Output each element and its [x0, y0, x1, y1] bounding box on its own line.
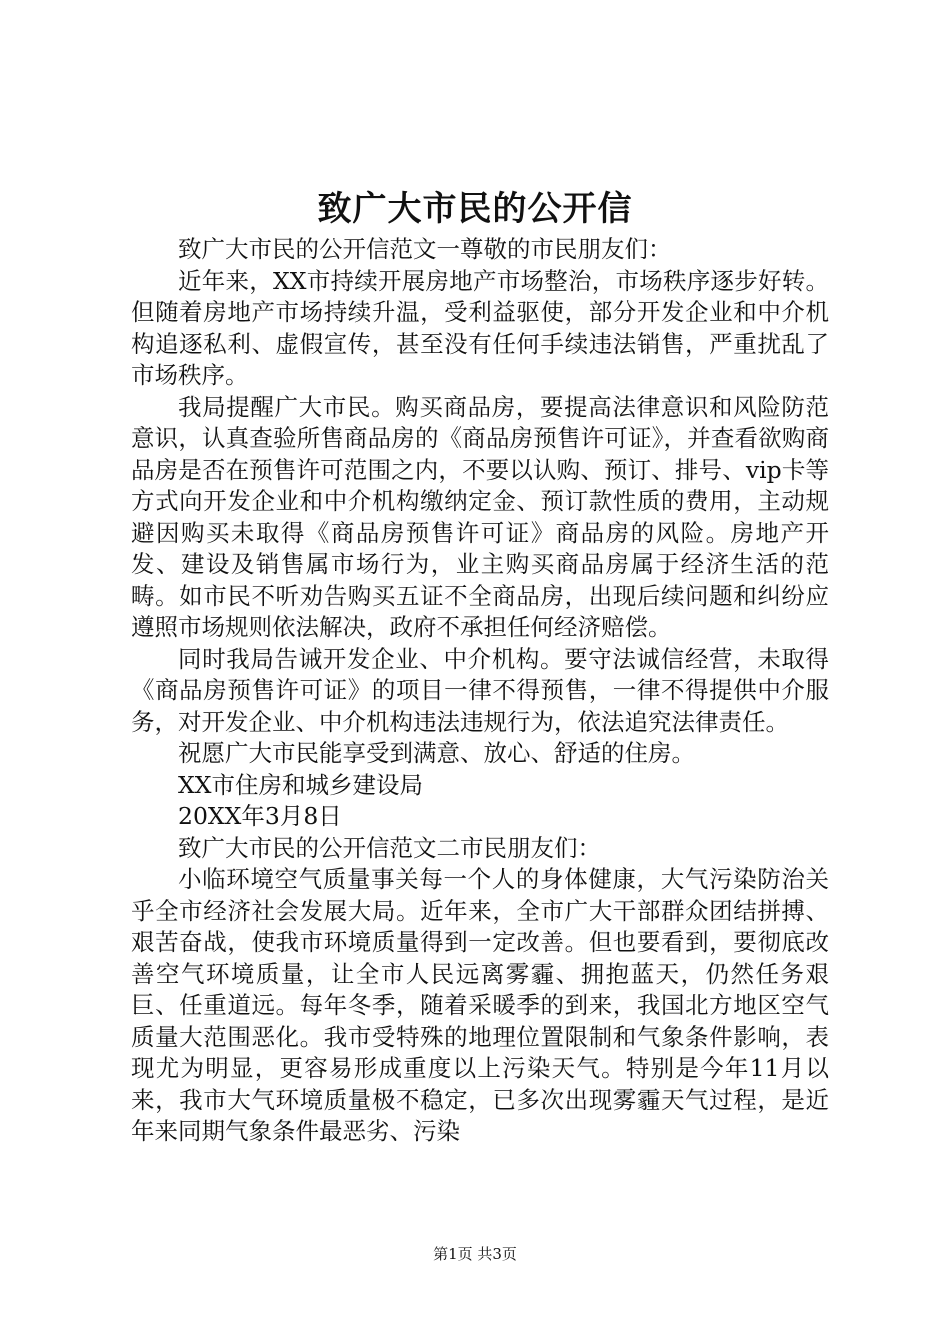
paragraph-air-quality: 小临环境空气质量事关每一个人的身体健康，大气污染防治关乎全市经济社会发展大局。近年来，全市广大干部群众团结拼搏、艰苦奋战，使我市环境质量得到一定改善。但也要看到，要彻底改善空气环境质量，让全市人民远离雾霾、拥抱蓝天，仍然任务艰巨、任重道远。每年冬季，随着采暖季的到来，我国北方地区空气质量大范围恶化。我市受特殊的地理位置限制和气象条件影响，表现尤为明显，更容易形成重度以上污染天气。特别是今年11月以来，我市大气环境质量极不稳定，已多次出现雾霾天气过程，是近年来同期气象条件最恶劣、污染: [131, 865, 829, 1145]
paragraph-salutation-1: 致广大市民的公开信范文一尊敬的市民朋友们：: [178, 235, 672, 263]
paragraph-wish: 祝愿广大市民能享受到满意、放心、舒适的住房。: [178, 739, 695, 767]
paragraph-signature: XX市住房和城乡建设局: [178, 770, 423, 799]
paragraph-market-intro: 近年来，XX市持续开展房地产市场整治，市场秩序逐步好转。但随着房地产市场持续升温，受利益驱使，部分开发企业和中介机构追逐私利、虚假宣传，甚至没有任何手续违法销售，严重扰乱了市场秩序。: [131, 266, 829, 389]
document-body: [131, 234, 829, 1148]
paragraph-warning: 同时我局告诫开发企业、中介机构。要守法诚信经营，未取得《商品房预售许可证》的项目一律不得预售，一律不得提供中介服务，对开发企业、中介机构违法违规行为，依法追究法律责任。: [131, 644, 829, 736]
paragraph-reminder: 我局提醒广大市民。购买商品房，要提高法律意识和风险防范意识，认真查验所售商品房的《商品房预售许可证》，并查看欲购商品房是否在预售许可范围之内，不要以认购、预订、排号、vip卡等方式向开发企业和中介机构缴纳定金、预订款性质的费用，主动规避因购买未取得《商品房预售许可证》商品房的风险。房地产开发、建设及销售属市场行为，业主购买商品房属于经济生活的范畴。如市民不听劝告购买五证不全商品房，出现后续问题和纠纷应遵照市场规则依法解决，政府不承担任何经济赔偿。: [131, 392, 829, 641]
paragraph-date: 20XX年3月8日: [178, 802, 342, 830]
page-title: 致广大市民的公开信: [317, 189, 633, 229]
paragraph-salutation-2: 致广大市民的公开信范文二市民朋友们：: [178, 833, 601, 862]
page-number: 第1页 共3页: [433, 1245, 517, 1263]
